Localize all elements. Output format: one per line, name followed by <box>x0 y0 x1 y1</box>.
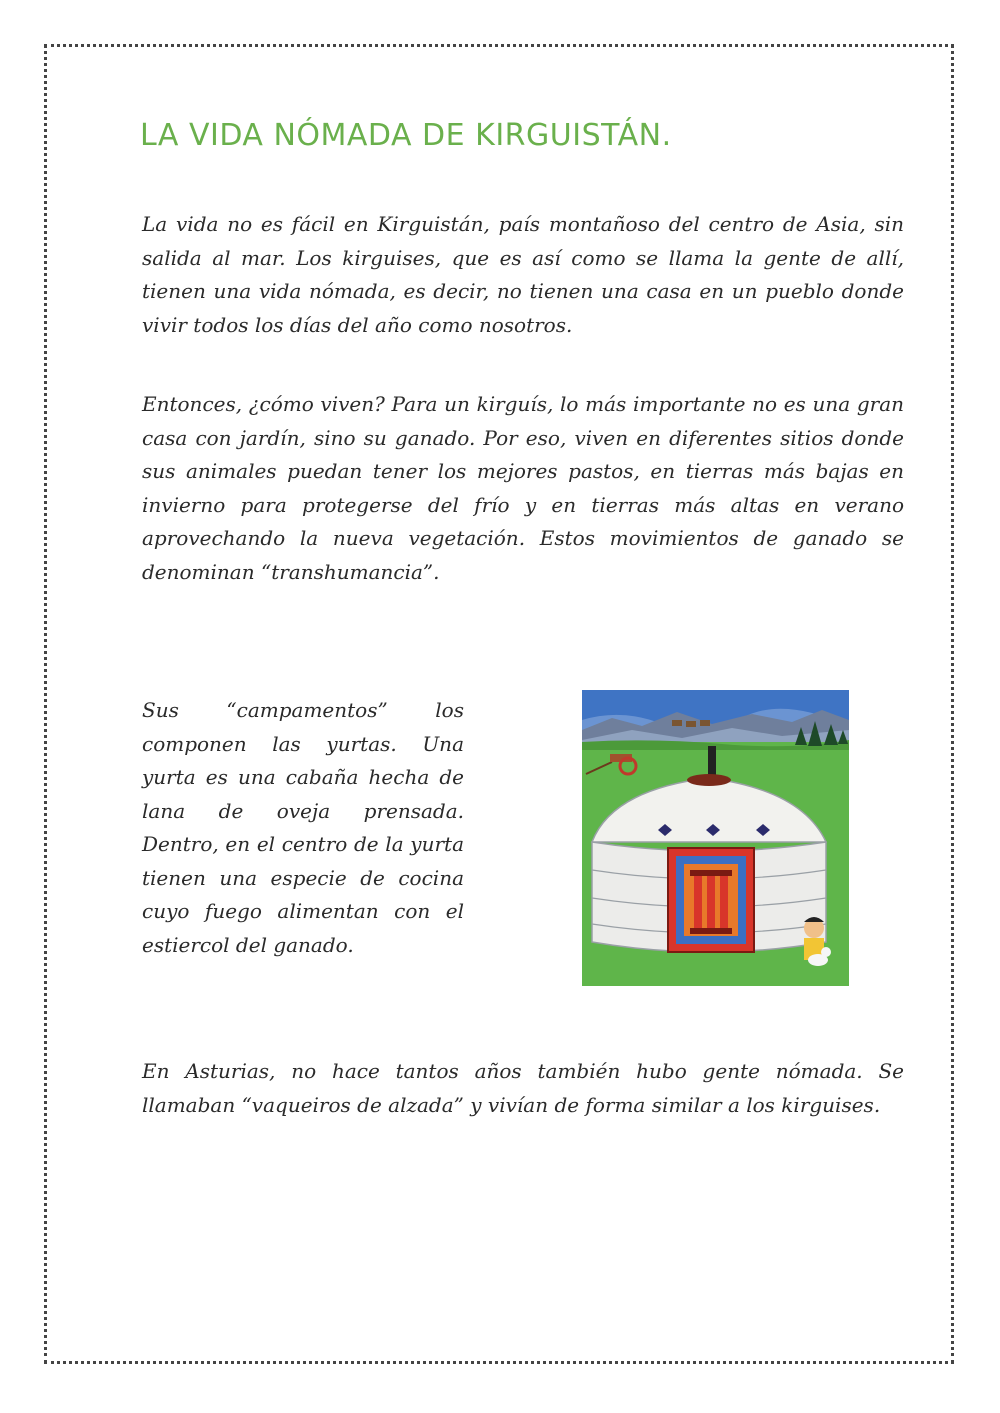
page-title: LA VIDA NÓMADA DE KIRGUISTÁN. <box>140 118 672 153</box>
paragraph-yurts: Sus “campamentos” los componen las yurtas. Una yurta es una cabaña hecha de lana de oveja prensada. Dentro, en el centro de la yurta tienen una especie de cocina cuyo fuego alimentan con el estiercol del ganado. <box>142 698 464 957</box>
yurt-door <box>668 848 754 952</box>
paragraph-asturias: En Asturias, no hace tantos años también hubo gente nómada. Se llamaban “vaqueiros de alzada” y vivían de forma similar a los kirguises. <box>142 1059 904 1117</box>
camel-caravan <box>672 720 710 727</box>
paragraph-intro: La vida no es fácil en Kirguistán, país montañoso del centro de Asia, sin salida al mar. Los kirguises, que es así como se llama la gente de allí, tienen una vida nómada, es decir, no tienen una casa en un pueblo donde vivir todos los días del año como nosotros. <box>142 212 904 337</box>
paragraph-livestock: Entonces, ¿cómo viven? Para un kirguís, lo más importante no es una gran casa con jardín, sino su ganado. Por eso, viven en diferentes sitios donde sus animales puedan tener los mejores pastos, en tierras más bajas en invierno para protegerse del frío y en tierras más altas en verano aprovechando la nueva vegetación. Estos movimientos de ganado se denominan “transhumancia”. <box>142 392 904 584</box>
yurt-illustration <box>582 690 849 986</box>
